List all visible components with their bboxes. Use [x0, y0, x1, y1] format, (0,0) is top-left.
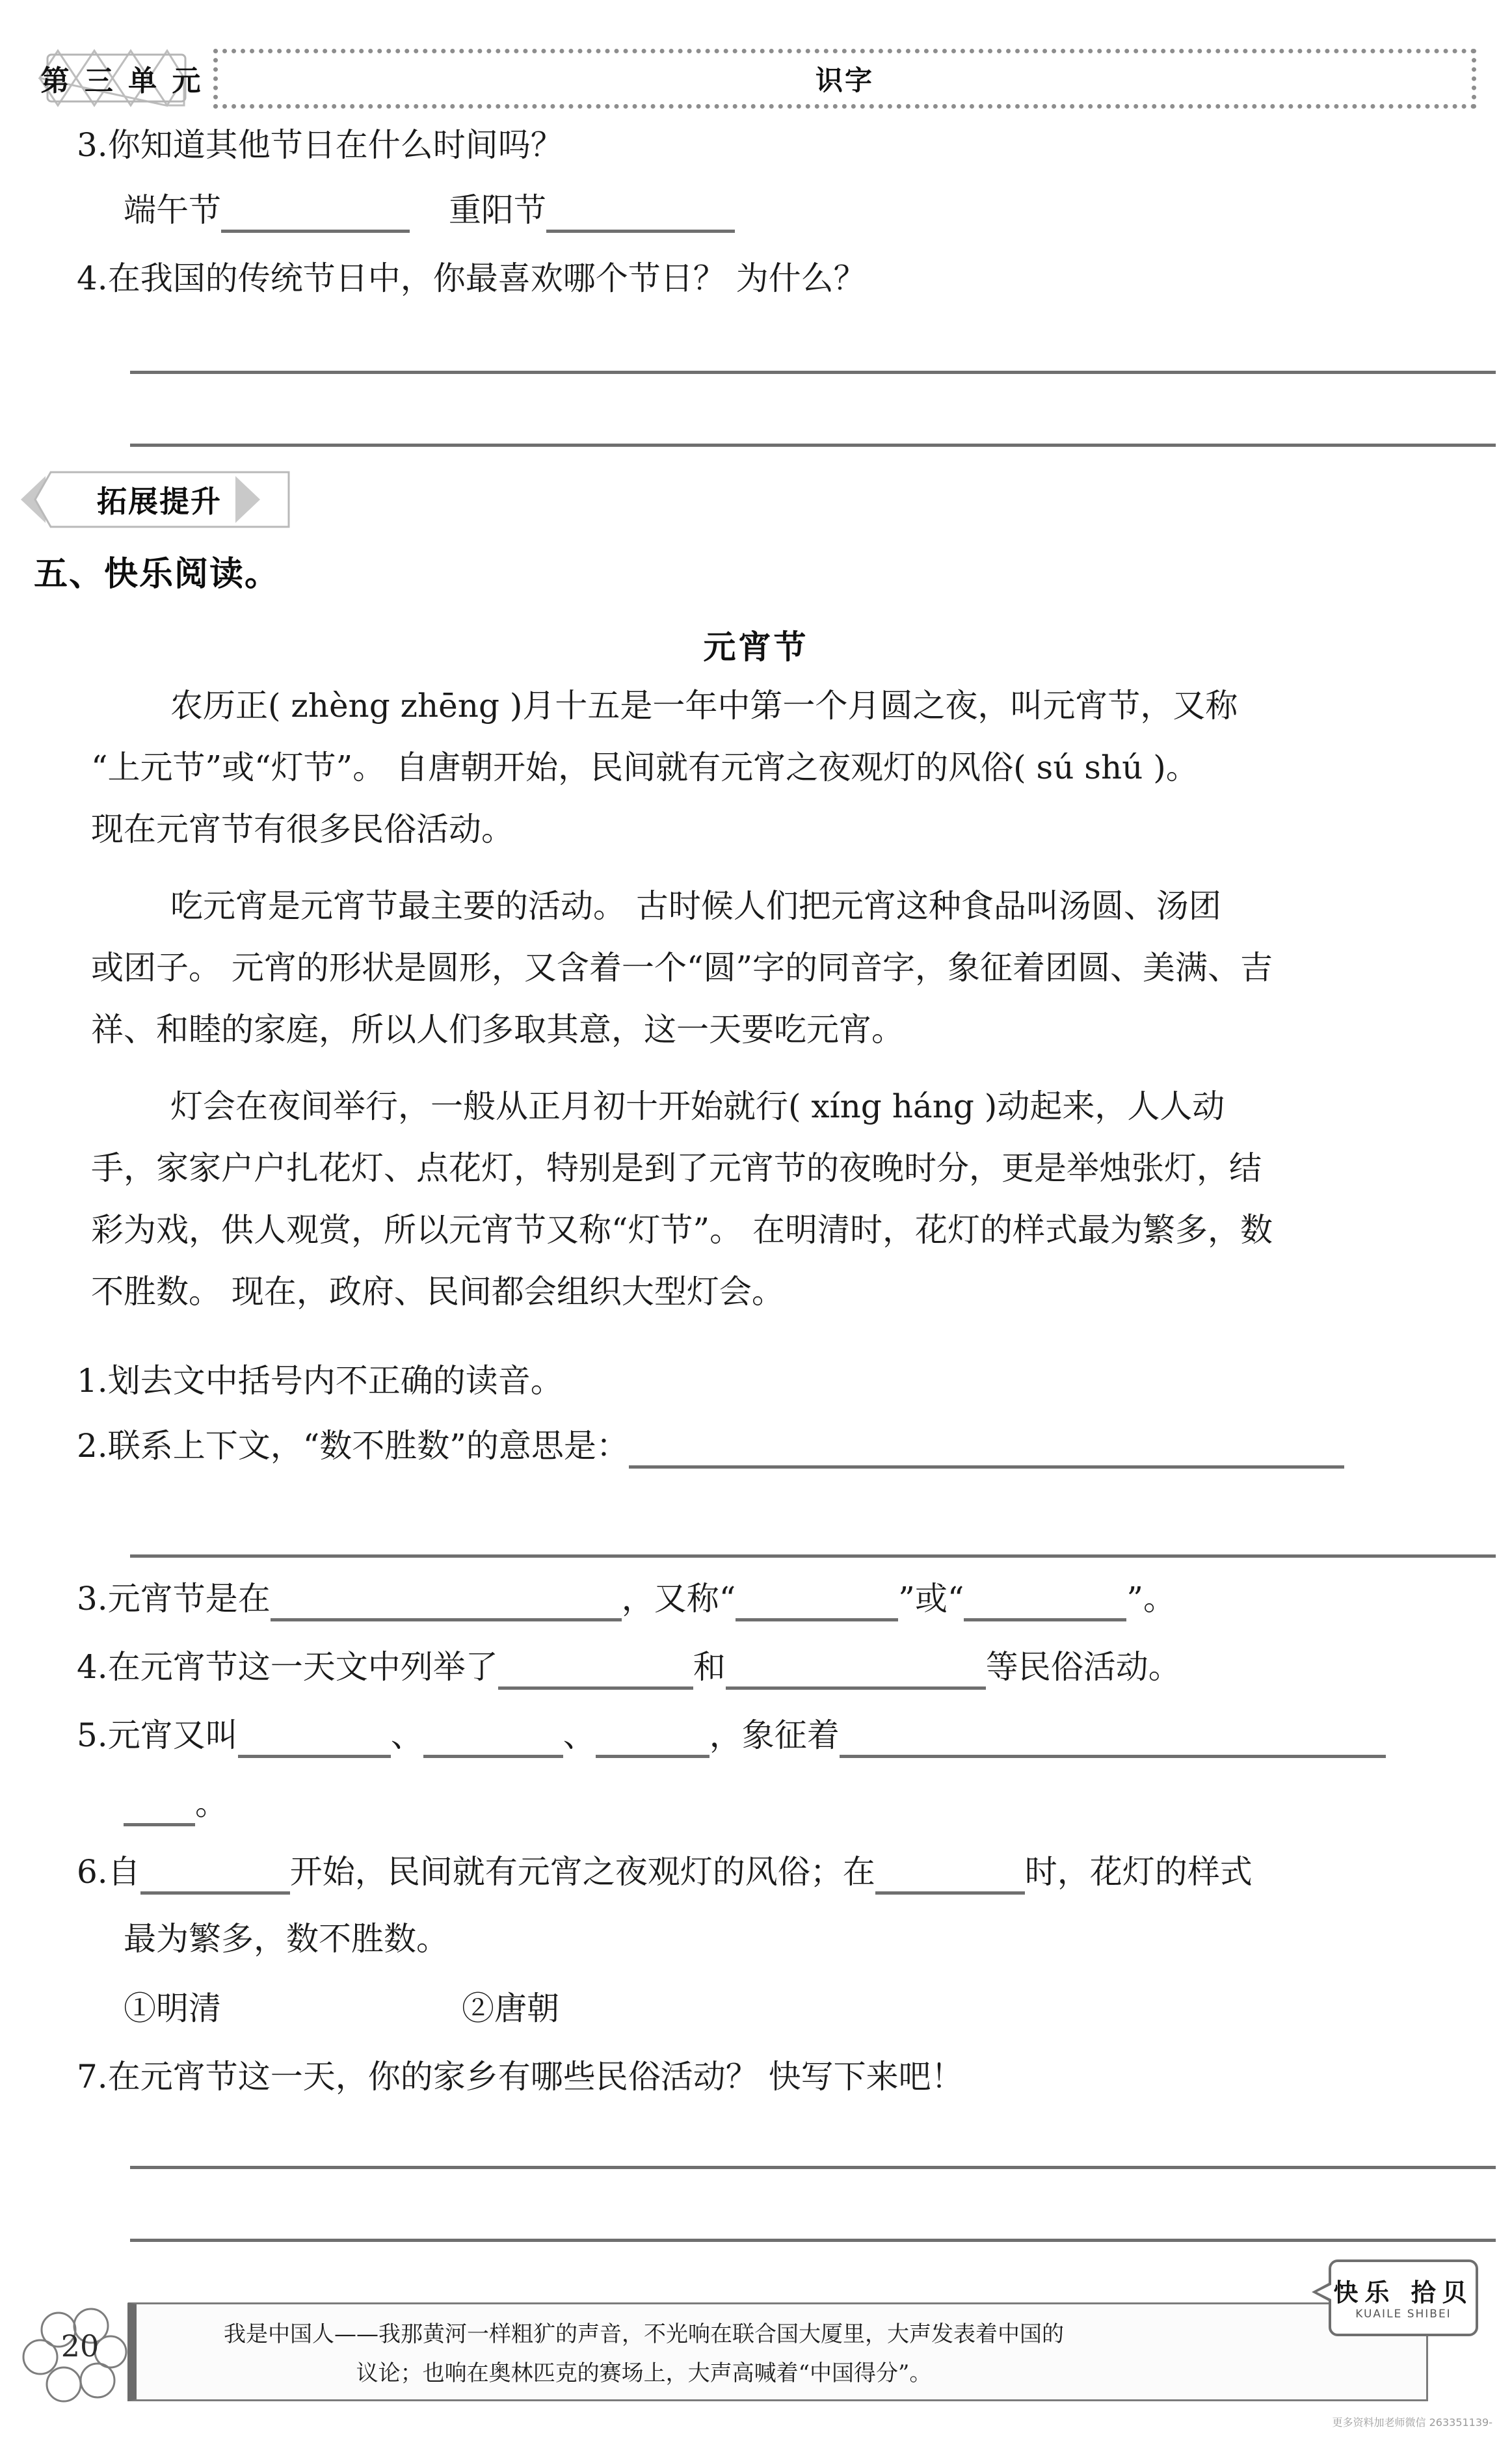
answer-rule-2[interactable] — [130, 444, 1496, 447]
reading-question-5-blank-3[interactable] — [596, 1724, 710, 1758]
reading-question-5-line2 — [124, 1782, 228, 1826]
duanwu-label: 端午节 — [124, 191, 221, 229]
reading-question-3-part1: 元宵节是在 — [107, 1580, 271, 1618]
reading-question-4-number: 4. — [77, 1648, 108, 1686]
passage-line-3: 现在元宵节有很多民俗活动。 — [91, 810, 514, 848]
footer-quote-line-1: 我是中国人——我那黄河一样粗犷的声音，不光响在联合国大厦里，大声发表着中国的 — [224, 2321, 1064, 2347]
question-3-answers — [124, 189, 735, 233]
brand-name-cn: 快乐 拾贝 — [1333, 2278, 1474, 2307]
reading-question-4-blank-1[interactable] — [498, 1655, 693, 1690]
reading-question-4-part2: 和 — [693, 1648, 726, 1686]
reading-question-3-part3: ”或“ — [898, 1580, 964, 1618]
footer-quote — [98, 2315, 1190, 2393]
reading-question-5-part2: ，象征着 — [709, 1716, 840, 1754]
answer-rule-1[interactable] — [130, 371, 1496, 374]
reading-question-5-part1: 元宵又叫 — [107, 1716, 238, 1754]
reading-question-6 — [77, 1850, 1253, 1895]
reading-question-7-text: 在元宵节这一天，你的家乡有哪些民俗活动？ 快写下来吧！ — [107, 2058, 964, 2096]
chongyang-label: 重阳节 — [449, 191, 546, 229]
unit-badge — [36, 46, 208, 111]
unit-section-title-label: 识字 — [815, 64, 874, 96]
reading-question-2-rule[interactable] — [130, 1554, 1496, 1558]
reading-question-6-blank-1[interactable] — [140, 1860, 290, 1895]
reading-question-3-blank-2[interactable] — [736, 1587, 898, 1621]
duanwu-blank[interactable] — [221, 198, 410, 233]
passage-line-6: 祥、和睦的家庭，所以人们多取其意，这一天要吃元宵。 — [91, 1011, 904, 1048]
reading-question-3-number: 3. — [77, 1580, 108, 1618]
exercise-heading: 五、快乐阅读。 — [34, 555, 280, 594]
reading-question-5-part3: 。 — [195, 1785, 228, 1822]
passage-line-4: 吃元宵是元宵节最主要的活动。 古时候人们把元宵这种食品叫汤圆、汤团 — [170, 887, 1221, 925]
question-3 — [77, 124, 563, 168]
reading-question-6-blank-2[interactable] — [875, 1860, 1025, 1895]
reading-question-3-blank-3[interactable] — [964, 1587, 1126, 1621]
reading-question-7-rule-1[interactable] — [130, 2166, 1496, 2169]
reading-question-6-line2: 最为繁多，数不胜数。 — [124, 1920, 449, 1958]
question-4 — [77, 257, 866, 301]
reading-question-4-blank-2[interactable] — [726, 1655, 986, 1690]
question-4-number: 4. — [77, 260, 108, 297]
reading-question-3 — [77, 1577, 1176, 1621]
reading-question-6-options — [124, 1987, 559, 2031]
reading-question-3-part4: ”。 — [1126, 1580, 1176, 1618]
reading-question-2-blank[interactable] — [629, 1434, 1344, 1469]
reading-question-4 — [77, 1646, 1181, 1690]
reading-question-2-text: 联系上下文，“数不胜数”的意思是： — [107, 1427, 629, 1465]
chongyang-blank[interactable] — [546, 198, 735, 233]
reading-question-5-blank-4[interactable] — [840, 1724, 1386, 1758]
reading-question-5 — [77, 1714, 1386, 1758]
reading-question-5-sep1: 、 — [390, 1716, 423, 1754]
passage-line-5: 或团子。 元宵的形状是圆形，又含着一个“圆”字的同音字，象征着团圆、美满、吉 — [91, 949, 1273, 987]
reading-question-6-part1: 自 — [107, 1853, 140, 1891]
reading-question-3-part2: ，又称“ — [621, 1580, 736, 1618]
reading-question-5-sep2: 、 — [563, 1716, 596, 1754]
passage-line-2: “上元节”或“灯节”。 自唐朝开始，民间就有元宵之夜观灯的风俗( sú shú )。 — [91, 749, 1199, 786]
unit-section-title — [213, 49, 1476, 109]
reading-question-5-blank-1[interactable] — [238, 1724, 391, 1758]
page-header — [36, 46, 1476, 114]
reading-question-5-number: 5. — [77, 1716, 108, 1754]
reading-question-5-blank-2[interactable] — [423, 1724, 563, 1758]
reading-question-6-part2: 开始，民间就有元宵之夜观灯的风俗；在 — [289, 1853, 875, 1891]
reading-question-7-number: 7. — [77, 2058, 108, 2096]
section-banner-label: 拓展提升 — [97, 484, 222, 519]
reading-question-4-part3: 等民俗活动。 — [985, 1648, 1181, 1686]
passage-line-8: 手，家家户户扎花灯、点花灯，特别是到了元宵节的夜晚时分，更是举烛张灯，结 — [91, 1149, 1262, 1187]
page-number-label: 20 — [60, 2328, 99, 2364]
question-4-text: 在我国的传统节日中，你最喜欢哪个节日？ 为什么？ — [107, 260, 866, 297]
brand-logo — [1329, 2259, 1478, 2336]
brand-name-en: KUAILE SHIBEI — [1355, 2308, 1452, 2321]
reading-question-2-number: 2. — [77, 1427, 108, 1465]
reading-question-6-number: 6. — [77, 1853, 108, 1891]
reading-question-3-blank-1[interactable] — [271, 1587, 622, 1621]
reading-question-2 — [77, 1424, 1344, 1469]
footer-quote-line-2: 议论；也响在奥林匹克的赛场上，大声高喊着“中国得分”。 — [356, 2360, 932, 2386]
passage-line-7: 灯会在夜间举行，一般从正月初十开始就行( xíng háng )动起来，人人动 — [170, 1087, 1225, 1125]
question-3-number: 3. — [77, 126, 108, 164]
passage-line-1: 农历正( zhèng zhēng )月十五是一年中第一个月圆之夜，叫元宵节，又称 — [170, 687, 1238, 725]
question-3-text: 你知道其他节日在什么时间吗？ — [107, 126, 563, 164]
passage-line-10: 不胜数。 现在，政府、民间都会组织大型灯会。 — [91, 1273, 784, 1311]
reading-question-6-option-1[interactable]: ①明清 — [124, 1990, 221, 2027]
reading-question-1-number: 1. — [77, 1362, 108, 1400]
passage-title: 元宵节 — [703, 628, 809, 666]
reading-question-5-blank-5[interactable] — [124, 1792, 195, 1826]
reading-question-4-part1: 在元宵节这一天文中列举了 — [107, 1648, 498, 1686]
reading-question-1-text: 划去文中括号内不正确的读音。 — [107, 1362, 563, 1400]
section-banner-extension — [21, 470, 294, 529]
reading-question-6-option-2[interactable]: ②唐朝 — [462, 1990, 559, 2027]
watermark: 更多资料加老师微信 263351139- — [1332, 2416, 1492, 2429]
passage-line-9: 彩为戏，供人观赏，所以元宵节又称“灯节”。 在明清时，花灯的样式最为繁多，数 — [91, 1211, 1273, 1249]
reading-question-7 — [77, 2055, 964, 2099]
reading-question-6-part3: 时，花灯的样式 — [1024, 1853, 1253, 1891]
reading-question-1 — [77, 1359, 563, 1404]
reading-question-7-rule-2[interactable] — [130, 2239, 1496, 2242]
unit-badge-label: 第 三 单 元 — [40, 64, 204, 98]
